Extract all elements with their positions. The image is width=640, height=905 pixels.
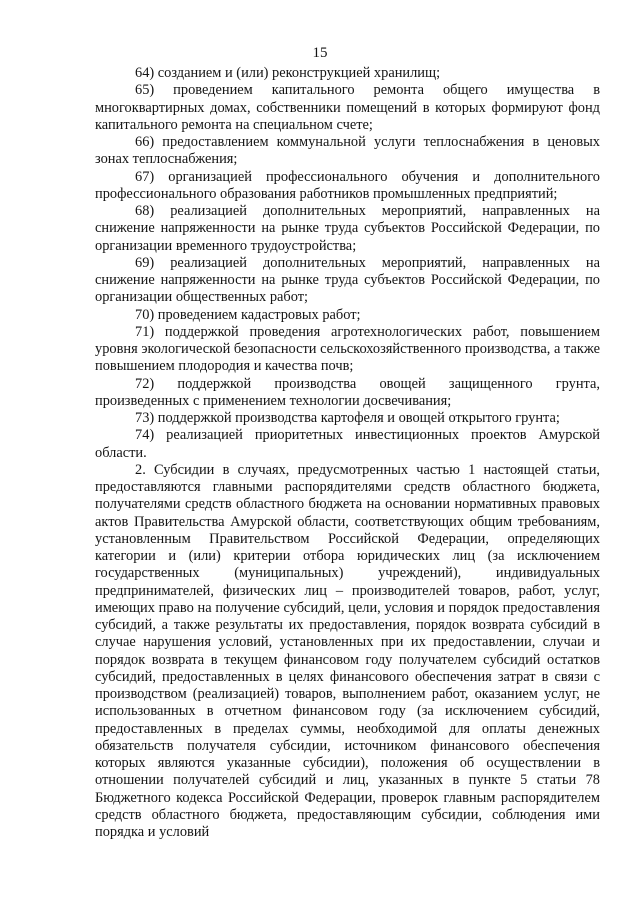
list-item-68: 68) реализацией дополнительных мероприятий, направленных на снижение напряженности на рынке труда субъектов Российской Федерации, по организации временного трудоустройства; [95,203,600,254]
list-item-67: 67) организацией профессионального обучения и дополнительного профессионального образования работников промышленных предприятий; [95,168,600,202]
list-item-72: 72) поддержкой производства овощей защищенного грунта, произведенных с применением технологии досвечивания; [95,375,600,409]
paragraph-2: 2. Субсидии в случаях, предусмотренных частью 1 настоящей статьи, предоставляются главными распорядителями средств областного бюджета, получателями средств областного бюджета на основании нормативных правовых актов Правительства Амурской области, соответствующих общим требованиям, установленным Правительством Российской Федерации, определяющих категории и (или) критерии отбора юридических лиц (за исключением государственных (муниципальных) учреждений), индивидуальных предпринимателей, физических лиц – производителей товаров, работ, услуг, имеющих право на получение субсидий, цели, условия и порядок предоставления субсидий, а также результаты их предоставления, порядок возврата субсидий в случае нарушения условий, установленных при их предоставлении, случаи и порядок возврата в текущем финансовом году получателем субсидий остатков субсидий, предоставленных в целях финансового обеспечения затрат в связи с производством (реализацией) товаров, выполнением работ, оказанием услуг, не использованных в отчетном финансовом году (за исключением субсидий, предоставленных в пределах суммы, необходимой для оплаты денежных обязательств получателя субсидии, источником финансового обеспечения которых являются указанные субсидии), положения об осуществлении в отношении получателей субсидий и лиц, указанных в пункте 5 статьи 78 Бюджетного кодекса Российской Федерации, проверок главным распорядителем средств областного бюджета, предоставляющим субсидии, соблюдения ими порядка и условий [95,461,600,840]
list-item-69: 69) реализацией дополнительных мероприятий, направленных на снижение напряженности на рынке труда субъектов Российской Федерации, по организации общественных работ; [95,254,600,306]
page-number: 15 [312,45,328,61]
list-item-66: 66) предоставлением коммунальной услуги теплоснабжения в ценовых зонах теплоснабжения; [95,134,600,168]
document-body [95,65,600,841]
list-item-70: 70) проведением кадастровых работ; [135,306,361,323]
list-item-73: 73) поддержкой производства картофеля и овощей открытого грунта; [135,410,560,426]
list-item-64: 64) созданием и (или) реконструкцией хранилищ; [135,65,441,81]
list-item-74: 74) реализацией приоритетных инвестиционных проектов Амурской области. [95,427,600,461]
list-item-65: 65) проведением капитального ремонта общего имущества в многоквартирных домах, собственники помещений в которых формируют фонд капитального ремонта на специальном счете; [95,82,600,133]
list-item-71: 71) поддержкой проведения агротехнологических работ, повышением уровня экологической безопасности сельскохозяйственного производства, а также повышением плодородия и качества почв; [95,323,600,375]
